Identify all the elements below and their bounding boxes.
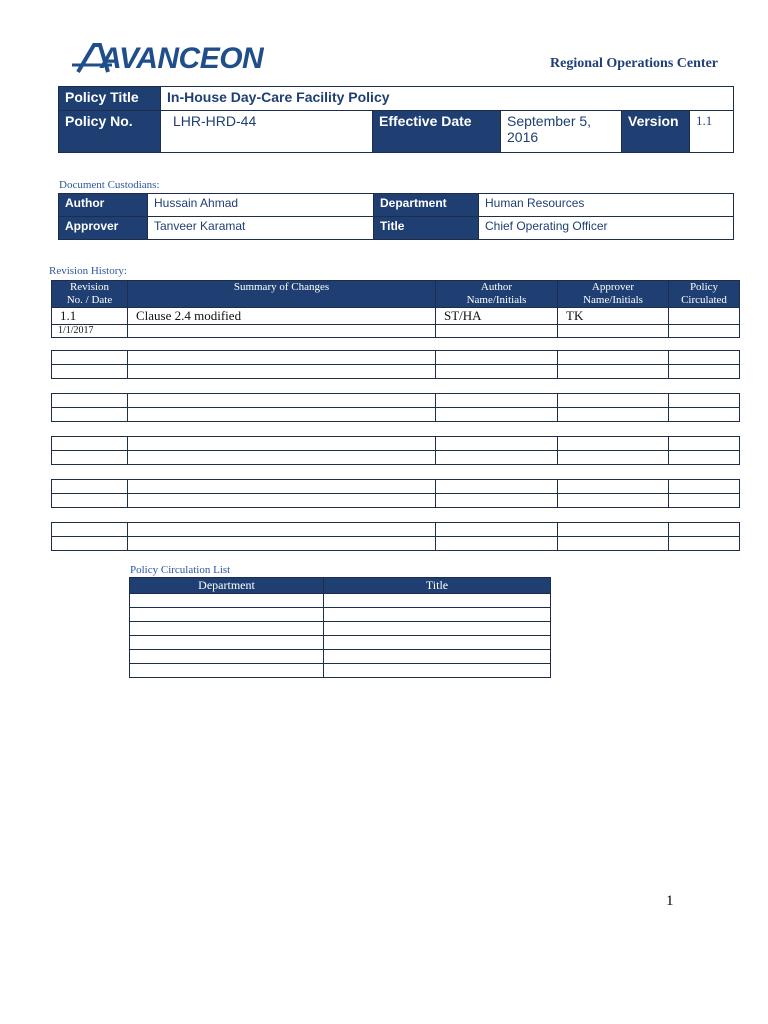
job-title-value: Chief Operating Officer — [479, 217, 734, 240]
department-label: Department — [374, 194, 479, 217]
table-row — [130, 594, 551, 608]
approver-label: Approver — [59, 217, 148, 240]
col-department-header: Department — [130, 578, 324, 594]
col-title-header: Title — [324, 578, 551, 594]
revision-summary: Clause 2.4 modified — [128, 308, 436, 325]
revision-blank-block — [51, 350, 740, 379]
table-row — [130, 608, 551, 622]
revision-author: ST/HA — [436, 308, 558, 325]
effective-date-value: September 5, 2016 — [501, 111, 622, 153]
col-circulated-header: Policy Circulated — [669, 281, 740, 308]
revision-circulated — [669, 308, 740, 325]
table-row — [130, 664, 551, 678]
circulation-list-label: Policy Circulation List — [130, 564, 231, 576]
policy-number-value: LHR-HRD-44 — [161, 111, 373, 153]
revision-blank-block — [51, 393, 740, 422]
circulation-list-table — [129, 577, 551, 678]
table-row — [52, 325, 740, 338]
policy-title-label: Policy Title — [59, 87, 161, 111]
page-number: 1 — [666, 893, 674, 909]
col-revision-header: Revision No. / Date — [52, 281, 128, 308]
revision-header-row — [52, 281, 740, 308]
custodians-label: Document Custodians: — [59, 179, 160, 191]
table-row — [130, 622, 551, 636]
revision-approver: TK — [558, 308, 669, 325]
custodians-table — [58, 193, 734, 240]
revision-history-label: Revision History: — [49, 265, 127, 277]
job-title-label: Title — [374, 217, 479, 240]
author-label: Author — [59, 194, 148, 217]
author-value: Hussain Ahmad — [148, 194, 374, 217]
policy-number-label: Policy No. — [59, 111, 161, 153]
logo-wordmark: AVANCEON — [100, 42, 264, 75]
table-row — [130, 650, 551, 664]
effective-date-label: Effective Date — [373, 111, 501, 153]
revision-date: 1/1/2017 — [52, 325, 128, 338]
version-value: 1.1 — [690, 111, 734, 153]
department-value: Human Resources — [479, 194, 734, 217]
org-unit-heading: Regional Operations Center — [550, 56, 718, 71]
version-label: Version — [622, 111, 690, 153]
table-row — [52, 308, 740, 325]
policy-info-table — [58, 86, 734, 153]
col-summary-header: Summary of Changes — [128, 281, 436, 308]
revision-history-table — [51, 280, 740, 338]
col-author-header: Author Name/Initials — [436, 281, 558, 308]
revision-blank-block — [51, 479, 740, 508]
policy-title-value: In-House Day-Care Facility Policy — [161, 87, 734, 111]
col-approver-header: Approver Name/Initials — [558, 281, 669, 308]
revision-number: 1.1 — [52, 308, 128, 325]
revision-blank-block — [51, 436, 740, 465]
revision-blank-block — [51, 522, 740, 551]
approver-value: Tanveer Karamat — [148, 217, 374, 240]
table-row — [130, 636, 551, 650]
